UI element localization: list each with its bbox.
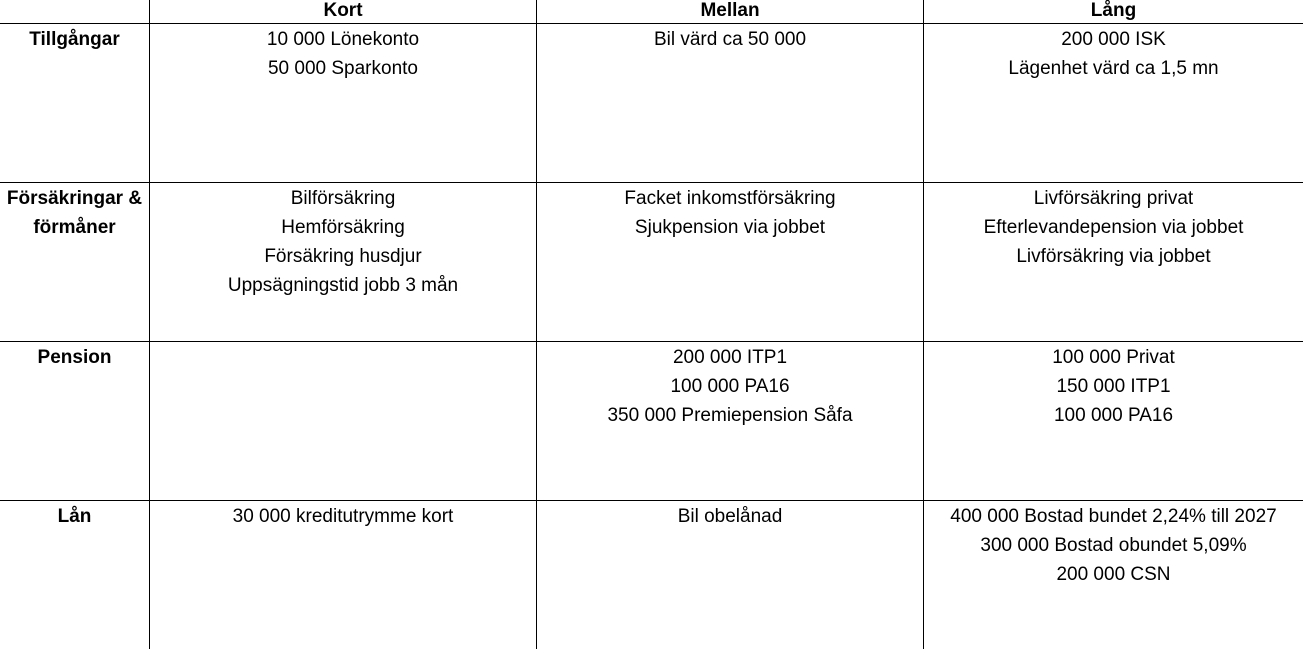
cell-line: Sjukpension via jobbet <box>634 217 826 238</box>
cell-line: 350 000 Premiepension Såfa <box>607 405 853 426</box>
cell-line: 300 000 Bostad obundet 5,09% <box>980 535 1247 556</box>
table-cell <box>923 501 1303 649</box>
cell-line: Efterlevandepension via jobbet <box>983 217 1244 238</box>
row-label-line: Pension <box>37 347 112 368</box>
row-label-forsakringar <box>0 183 149 342</box>
cell-line: 100 000 PA16 <box>670 376 790 397</box>
row-label-line: Lån <box>57 506 92 527</box>
row-label-lan <box>0 501 149 649</box>
cell-line: Uppsägningstid jobb 3 mån <box>227 275 459 296</box>
table-cell <box>536 183 923 342</box>
cell-line: 400 000 Bostad bundet 2,24% till 2027 <box>950 506 1277 527</box>
table-cell <box>536 342 923 501</box>
cell-line: Bilförsäkring <box>290 188 396 209</box>
cell-line: 150 000 ITP1 <box>1056 376 1171 397</box>
table-cell <box>923 342 1303 501</box>
column-header-kort: Kort <box>149 0 536 24</box>
cell-line: Facket inkomstförsäkring <box>624 188 836 209</box>
column-header-lang: Lång <box>923 0 1303 24</box>
cell-line: 100 000 PA16 <box>1053 405 1174 426</box>
cell-line: 50 000 Sparkonto <box>267 58 418 79</box>
table-cell <box>536 24 923 183</box>
table-cell <box>536 501 923 649</box>
cell-line: 200 000 ITP1 <box>672 347 788 368</box>
header-corner-cell <box>0 0 149 24</box>
cell-line: Bil obelånad <box>677 506 783 527</box>
table-cell <box>923 24 1303 183</box>
table-cell <box>149 24 536 183</box>
cell-line: 30 000 kreditutrymme kort <box>232 506 454 527</box>
row-label-line: Tillgångar <box>29 29 120 50</box>
cell-line: 10 000 Lönekonto <box>266 29 420 50</box>
cell-line: Livförsäkring via jobbet <box>1016 246 1211 267</box>
cell-line: 200 000 ISK <box>1061 29 1166 50</box>
cell-line: Hemförsäkring <box>281 217 405 238</box>
cell-line: Bil värd ca 50 000 <box>653 29 807 50</box>
cell-line: Lägenhet värd ca 1,5 mn <box>1008 58 1219 79</box>
cell-line: 200 000 CSN <box>1056 564 1171 585</box>
table-cell <box>923 183 1303 342</box>
table-cell <box>149 183 536 342</box>
table-cell <box>149 501 536 649</box>
cell-line: Försäkring husdjur <box>264 246 422 267</box>
cell-line: Livförsäkring privat <box>1033 188 1194 209</box>
row-label-line: Försäkringar & <box>6 188 143 209</box>
row-label-tillgangar <box>0 24 149 183</box>
cell-line: 100 000 Privat <box>1052 347 1175 368</box>
row-label-line: förmåner <box>33 217 116 238</box>
row-label-pension <box>0 342 149 501</box>
column-header-mellan: Mellan <box>536 0 923 24</box>
table-cell-empty <box>149 342 536 501</box>
